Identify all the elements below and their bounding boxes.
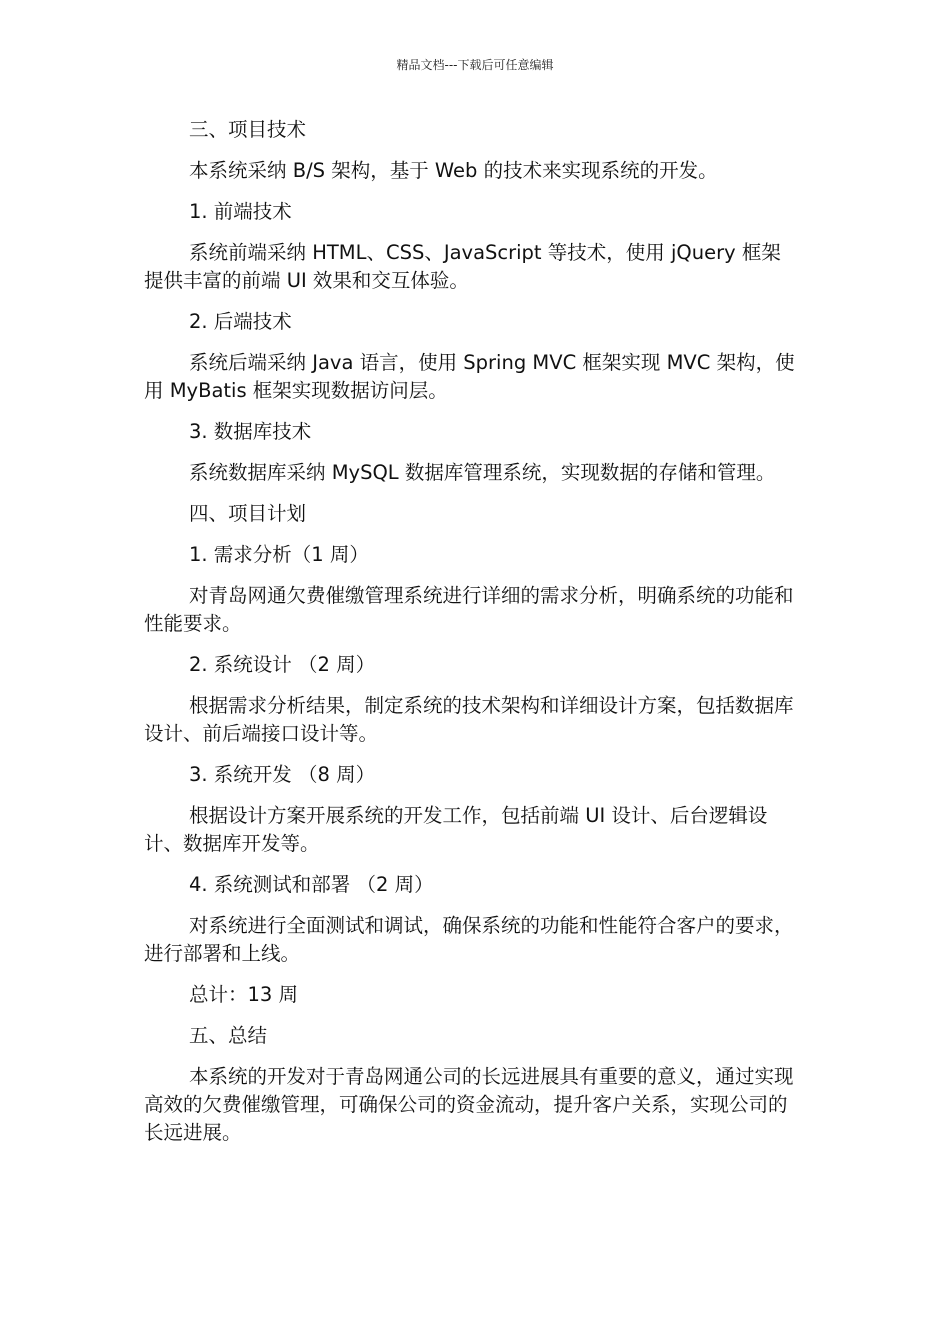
paragraph-frontend: 系统前端采纳 HTML、CSS、JavaScript 等技术，使用 jQuery 框架提供丰富的前端 UI 效果和交互体验。 [144, 241, 781, 292]
section-heading-summary: 五、总结 [189, 1024, 268, 1047]
paragraph-design: 根据需求分析结果，制定系统的技术架构和详细设计方案，包括数据库设计、前后端接口设计等。 [144, 694, 794, 745]
paragraph-total: 总计：13 周 [189, 983, 299, 1006]
subheading-design: 2. 系统设计 （2 周） [189, 653, 376, 676]
paragraph-backend: 系统后端采纳 Java 语言，使用 Spring MVC 框架实现 MVC 架构，使用 MyBatis 框架实现数据访问层。 [144, 351, 795, 402]
subheading-testing: 4. 系统测试和部署 （2 周） [189, 873, 434, 896]
subheading-development: 3. 系统开发 （8 周） [189, 763, 376, 786]
section-heading-plan: 四、项目计划 [189, 502, 307, 525]
subheading-requirements: 1. 需求分析（1 周） [189, 543, 369, 566]
subheading-database: 3. 数据库技术 [189, 420, 312, 443]
paragraph-testing: 对系统进行全面测试和调试，确保系统的功能和性能符合客户的要求，进行部署和上线。 [144, 914, 794, 965]
subheading-backend: 2. 后端技术 [189, 310, 292, 333]
page-header: 精品文档---下载后可任意编辑 [396, 58, 554, 72]
document-body [144, 116, 800, 1160]
paragraph-database: 系统数据库采纳 MySQL 数据库管理系统，实现数据的存储和管理。 [189, 461, 776, 484]
section-heading-tech: 三、项目技术 [189, 118, 307, 141]
paragraph-development: 根据设计方案开展系统的开发工作，包括前端 UI 设计、后台逻辑设计、数据库开发等。 [144, 804, 768, 855]
subheading-frontend: 1. 前端技术 [189, 200, 292, 223]
paragraph-summary: 本系统的开发对于青岛网通公司的长远进展具有重要的意义，通过实现高效的欠费催缴管理，可确保公司的资金流动，提升客户关系，实现公司的长远进展。 [144, 1065, 794, 1144]
paragraph-requirements: 对青岛网通欠费催缴管理系统进行详细的需求分析，明确系统的功能和性能要求。 [144, 584, 794, 635]
paragraph-architecture: 本系统采纳 B/S 架构，基于 Web 的技术来实现系统的开发。 [189, 159, 718, 182]
